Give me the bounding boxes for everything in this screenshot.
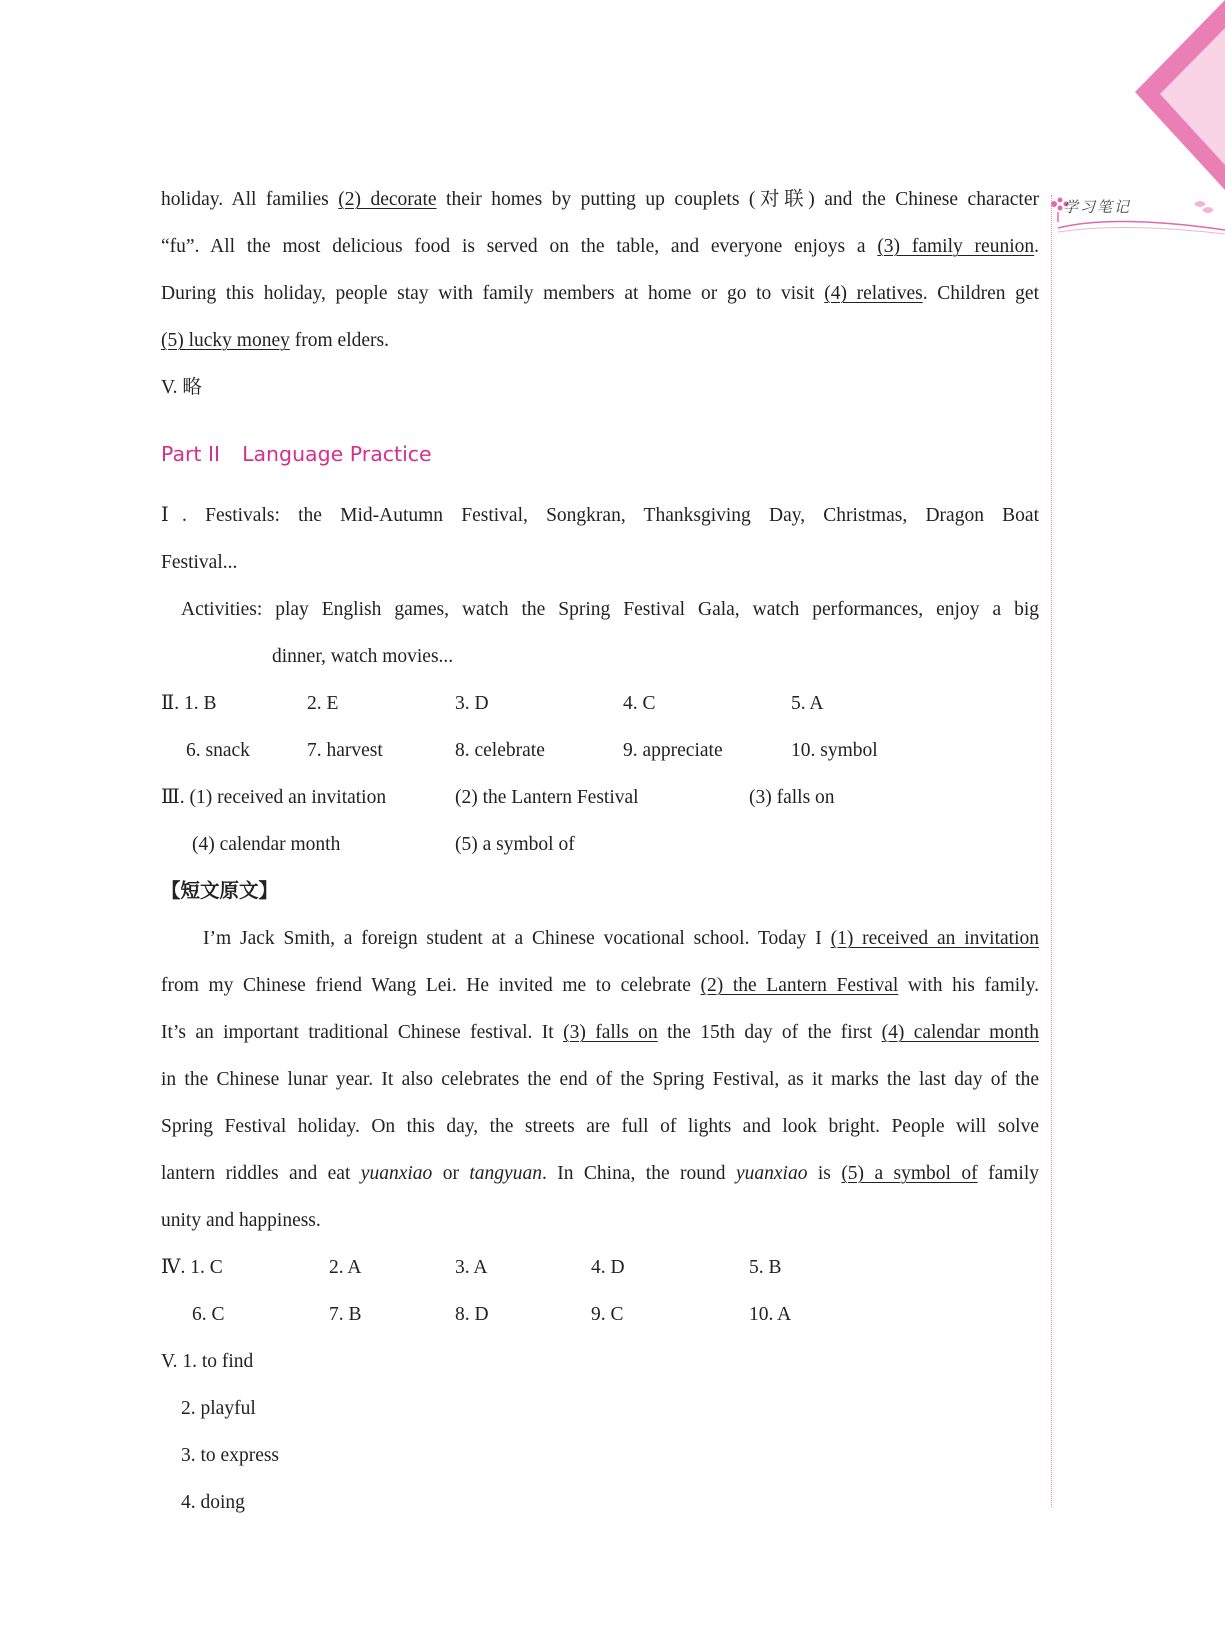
answer-item: 8. celebrate bbox=[455, 740, 545, 761]
passage-line: unity and happiness. bbox=[161, 1210, 321, 1231]
answer-blank: (2) the Lantern Festival bbox=[700, 975, 899, 996]
answer-row bbox=[161, 727, 1039, 774]
answer-item: Ⅳ. 1. C bbox=[161, 1257, 223, 1278]
passage-line: lantern riddles and eat yuanxiao or tangyuan. In China, the round yuanxiao is (5) a symbol of family bbox=[161, 1163, 1039, 1184]
page-content bbox=[161, 176, 1039, 1526]
part-label: Part II bbox=[161, 442, 221, 466]
part-title: Language Practice bbox=[242, 442, 432, 466]
passage-line: I’m Jack Smith, a foreign student at a Chinese vocational school. Today I (1) received an invitation bbox=[203, 928, 1039, 949]
answer-item: 4. doing bbox=[181, 1492, 245, 1513]
answer-row bbox=[161, 821, 1039, 868]
answer-item: 6. snack bbox=[186, 740, 250, 761]
answer-item: 4. C bbox=[623, 693, 656, 714]
answer-item: (5) a symbol of bbox=[455, 834, 575, 855]
answer-item: 2. A bbox=[329, 1257, 362, 1278]
answer-row bbox=[161, 1244, 1039, 1291]
answer-item: 7. B bbox=[329, 1304, 362, 1325]
answer-item: 4. D bbox=[591, 1257, 625, 1278]
answer-item: 8. D bbox=[455, 1304, 489, 1325]
margin-rule bbox=[1051, 195, 1052, 1507]
answer-blank: (4) relatives bbox=[824, 283, 923, 304]
answer-item: 6. C bbox=[192, 1304, 225, 1325]
answer-blank: (3) falls on bbox=[563, 1022, 658, 1043]
passage-line: in the Chinese lunar year. It also celebrates the end of the Spring Festival, as it marks the last day of the bbox=[161, 1069, 1039, 1090]
activities-line: Activities: play English games, watch the Spring Festival Gala, watch performances, enjoy a big bbox=[181, 599, 1039, 620]
festivals-line: Ⅰ. Festivals: the Mid-Autumn Festival, Songkran, Thanksgiving Day, Christmas, Dragon Boat bbox=[161, 505, 1039, 526]
answer-item: Ⅲ. (1) received an invitation bbox=[161, 787, 387, 808]
festivals-line: Festival... bbox=[161, 552, 238, 573]
answer-item: 9. C bbox=[591, 1304, 624, 1325]
answer-item: (4) calendar month bbox=[192, 834, 341, 855]
answer-blank: (3) family reunion bbox=[877, 236, 1035, 257]
passage-heading: 【短文原文】 bbox=[161, 881, 279, 902]
answer-blank: (5) a symbol of bbox=[841, 1163, 978, 1184]
paragraph-line: holiday. All families (2) decorate their homes by putting up couplets (对联) and the Chinese character bbox=[161, 189, 1039, 210]
answer-blank: (4) calendar month bbox=[881, 1022, 1040, 1043]
answer-row bbox=[161, 680, 1039, 727]
answer-item: 5. A bbox=[791, 693, 824, 714]
answer-item: 3. D bbox=[455, 693, 489, 714]
passage-line: Spring Festival holiday. On this day, the streets are full of lights and look bright. People will solve bbox=[161, 1116, 1039, 1137]
corner-decoration bbox=[1133, 0, 1225, 190]
answer-item: 2. E bbox=[307, 693, 339, 714]
paragraph-line: During this holiday, people stay with family members at home or go to visit (4) relatives. Children get bbox=[161, 283, 1039, 304]
part-heading bbox=[161, 431, 1039, 478]
answer-item: Ⅱ. 1. B bbox=[161, 693, 217, 714]
answer-item: (3) falls on bbox=[749, 787, 835, 808]
answer-item: V. 1. to find bbox=[161, 1351, 254, 1372]
answer-blank: (2) decorate bbox=[338, 189, 437, 210]
answer-blank: (1) received an invitation bbox=[830, 928, 1039, 949]
answer-item: 10. symbol bbox=[791, 740, 878, 761]
answer-row bbox=[161, 1291, 1039, 1338]
paragraph-line: “fu”. All the most delicious food is served on the table, and everyone enjoys a (3) family reunion. bbox=[161, 236, 1039, 257]
section-v-note: V. 略 bbox=[161, 377, 202, 398]
passage-line: from my Chinese friend Wang Lei. He invited me to celebrate (2) the Lantern Festival with his family. bbox=[161, 975, 1039, 996]
study-notes-label: 学习笔记 bbox=[1063, 198, 1132, 216]
answer-item: 2. playful bbox=[181, 1398, 256, 1419]
answer-blank: (5) lucky money bbox=[161, 330, 290, 351]
activities-line: dinner, watch movies... bbox=[272, 646, 454, 667]
answer-item: 7. harvest bbox=[307, 740, 383, 761]
answer-item: 9. appreciate bbox=[623, 740, 723, 761]
answer-item: 3. to express bbox=[181, 1445, 280, 1466]
answer-item: 5. B bbox=[749, 1257, 782, 1278]
paragraph-line: (5) lucky money from elders. bbox=[161, 330, 389, 351]
passage-line: It’s an important traditional Chinese festival. It (3) falls on the 15th day of the first (4) calendar month bbox=[161, 1022, 1040, 1043]
answer-item: 10. A bbox=[749, 1304, 792, 1325]
answer-row bbox=[161, 774, 1039, 821]
answer-item: (2) the Lantern Festival bbox=[455, 787, 639, 808]
answer-item: 3. A bbox=[455, 1257, 488, 1278]
